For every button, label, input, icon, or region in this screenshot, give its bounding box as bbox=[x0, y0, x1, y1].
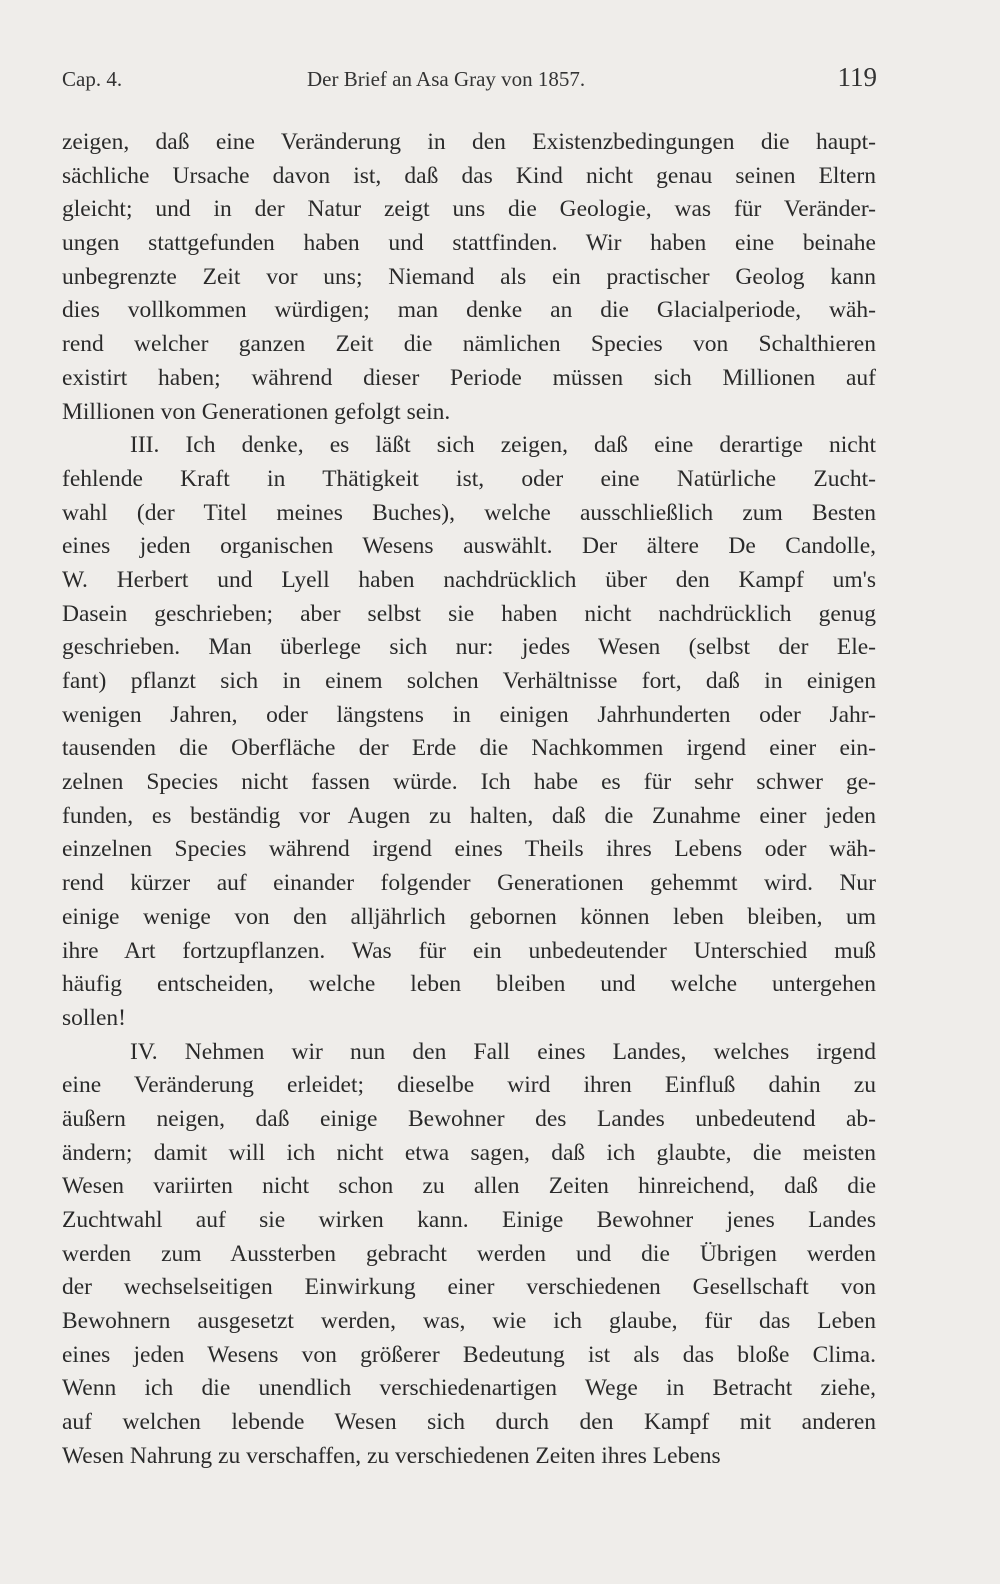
text-line: äußern neigen, daß einige Bewohner des Landes unbedeutend ab- bbox=[62, 1105, 876, 1132]
text-line: existirt haben; während dieser Periode müssen sich Millionen auf bbox=[62, 364, 876, 391]
text-line: häufig entscheiden, welche leben bleiben und welche untergehen bbox=[62, 971, 876, 998]
text-line: einzelnen Species während irgend eines Theils ihres Lebens oder wäh- bbox=[62, 836, 876, 863]
text-line: der wechselseitigen Einwirkung einer verschiedenen Gesellschaft von bbox=[62, 1274, 876, 1301]
text-line: sollen! bbox=[62, 1004, 126, 1031]
text-line: tausenden die Oberfläche der Erde die Nachkommen irgend einer ein- bbox=[62, 735, 876, 762]
text-line: zelnen Species nicht fassen würde. Ich habe es für sehr schwer ge- bbox=[62, 769, 876, 796]
text-line: III. Ich denke, es läßt sich zeigen, daß eine derartige nicht bbox=[130, 432, 876, 459]
text-line: Millionen von Generationen gefolgt sein. bbox=[62, 398, 451, 425]
text-line: W. Herbert und Lyell haben nachdrücklich über den Kampf um's bbox=[62, 566, 876, 593]
text-line: funden, es beständig vor Augen zu halten, daß die Zunahme einer jeden bbox=[62, 802, 876, 829]
text-line: Zuchtwahl auf sie wirken kann. Einige Bewohner jenes Landes bbox=[62, 1207, 876, 1233]
text-line: ändern; damit will ich nicht etwa sagen, daß ich glaubte, die meisten bbox=[62, 1139, 876, 1166]
text-line: rend kürzer auf einander folgender Generationen gehemmt wird. Nur bbox=[62, 870, 876, 897]
text-line: einige wenige von den alljährlich gebornen können leben bleiben, um bbox=[62, 903, 876, 930]
text-line: wahl (der Titel meines Buches), welche ausschließlich zum Besten bbox=[62, 499, 876, 526]
text-line: rend welcher ganzen Zeit die nämlichen Species von Schalthieren bbox=[62, 331, 876, 358]
text-line: unbegrenzte Zeit vor uns; Niemand als ein practischer Geolog kann bbox=[62, 263, 876, 290]
text-line: eine Veränderung erleidet; dieselbe wird ihren Einfluß dahin zu bbox=[62, 1072, 876, 1099]
text-line: Bewohnern ausgesetzt werden, was, wie ich glaube, für das Leben bbox=[62, 1308, 876, 1335]
page-number: 119 bbox=[837, 62, 877, 92]
text-line: zeigen, daß eine Veränderung in den Existenzbedingungen die haupt- bbox=[62, 129, 876, 155]
text-line: Wesen Nahrung zu verschaffen, zu verschiedenen Zeiten ihres Lebens bbox=[62, 1442, 721, 1469]
running-header bbox=[62, 62, 877, 98]
body-text bbox=[62, 126, 876, 1474]
text-line: sächliche Ursache davon ist, daß das Kind nicht genau seinen Eltern bbox=[62, 162, 876, 189]
text-line: fant) pflanzt sich in einem solchen Verhältnisse fort, daß in einigen bbox=[62, 668, 876, 694]
text-line: geschrieben. Man überlege sich nur: jedes Wesen (selbst der Ele- bbox=[62, 634, 876, 661]
chapter-label: Cap. 4. bbox=[62, 67, 123, 91]
text-line: fehlende Kraft in Thätigkeit ist, oder eine Natürliche Zucht- bbox=[62, 465, 876, 492]
text-line: Dasein geschrieben; aber selbst sie haben nicht nachdrücklich genug bbox=[62, 600, 876, 627]
text-line: werden zum Aussterben gebracht werden und die Übrigen werden bbox=[62, 1240, 876, 1267]
text-line: Wenn ich die unendlich verschiedenartigen Wege in Betracht ziehe, bbox=[62, 1375, 876, 1402]
text-line: Wesen variirten nicht schon zu allen Zeiten hinreichend, daß die bbox=[62, 1173, 876, 1200]
text-line: auf welchen lebende Wesen sich durch den Kampf mit anderen bbox=[62, 1409, 876, 1436]
text-line: gleicht; und in der Natur zeigt uns die Geologie, was für Veränder- bbox=[62, 196, 876, 223]
text-line: ungen stattgefunden haben und stattfinden. Wir haben eine beinahe bbox=[62, 230, 876, 257]
running-title: Der Brief an Asa Gray von 1857. bbox=[307, 67, 586, 91]
text-line: wenigen Jahren, oder längstens in einigen Jahrhunderten oder Jahr- bbox=[62, 701, 876, 728]
text-line: dies vollkommen würdigen; man denke an die Glacialperiode, wäh- bbox=[62, 297, 876, 324]
text-line: eines jeden Wesens von größerer Bedeutung ist als das bloße Clima. bbox=[62, 1341, 876, 1368]
text-line: IV. Nehmen wir nun den Fall eines Landes, welches irgend bbox=[130, 1038, 876, 1065]
text-line: eines jeden organischen Wesens auswählt. Der ältere De Candolle, bbox=[62, 533, 876, 560]
text-line: ihre Art fortzupflanzen. Was für ein unbedeutender Unterschied muß bbox=[62, 937, 876, 964]
